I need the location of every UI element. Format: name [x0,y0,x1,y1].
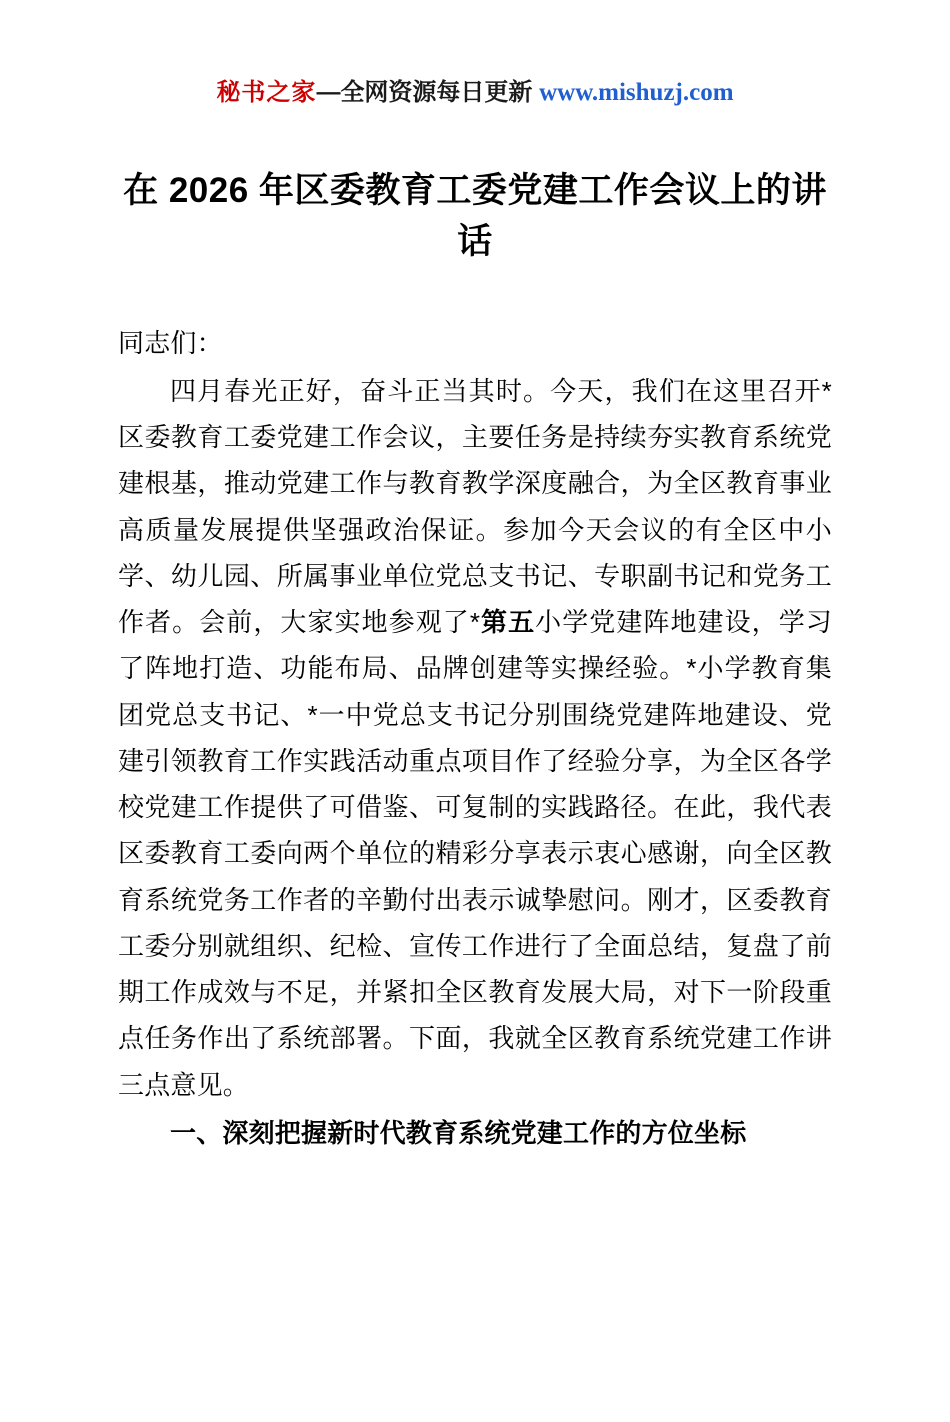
document-body [118,320,832,1157]
site-tagline: —全网资源每日更新 [316,79,533,106]
salutation: 同志们： [118,327,223,358]
site-brand-name: 秘书之家 [216,79,317,106]
section-heading-1: 一、深刻把握新时代教育系统党建工作的方位坐标 [170,1118,747,1149]
paragraph-opening-emphasis: 第五 [480,607,536,638]
paragraph-opening-part-b: 小学党建阵地建设，学习了阵地打造、功能布局、品牌创建等实操经验。*小学教育集团党总支书记、*一中党总支书记分别围绕党建阵地建设、党建引领教育工作实践活动重点项目作了经验分享，为全区各学校党建工作提供了可借鉴、可复制的实践路径。在此，我代表区委教育工委向两个单位的精彩分享表示衷心感谢，向全区教育系统党务工作者的辛勤付出表示诚挚慰问。刚才，区委教育工委分别就组织、纪检、宣传工作进行了全面总结，复盘了前期工作成效与不足，并紧扣全区教育发展大局，对下一阶段重点任务作出了系统部署。下面，我就全区教育系统党建工作讲三点意见。 [118,607,832,1100]
site-banner [118,78,832,108]
paragraph-opening-part-a: 四月春光正好，奋斗正当其时。今天，我们在这里召开*区委教育工委党建工作会议，主要任务是持续夯实教育系统党建根基，推动党建工作与教育教学深度融合，为全区教育事业高质量发展提供坚强政治保证。参加今天会议的有全区中小学、幼儿园、所属事业单位党总支书记、专职副书记和党务工作者。会前，大家实地参观了* [118,375,832,638]
paragraph-opening [118,368,832,1108]
document-page [0,78,950,1422]
page-title: 在 2026 年区委教育工委党建工作会议上的讲话 [123,171,827,261]
site-url-link[interactable]: www.mishuzj.com [539,79,734,106]
